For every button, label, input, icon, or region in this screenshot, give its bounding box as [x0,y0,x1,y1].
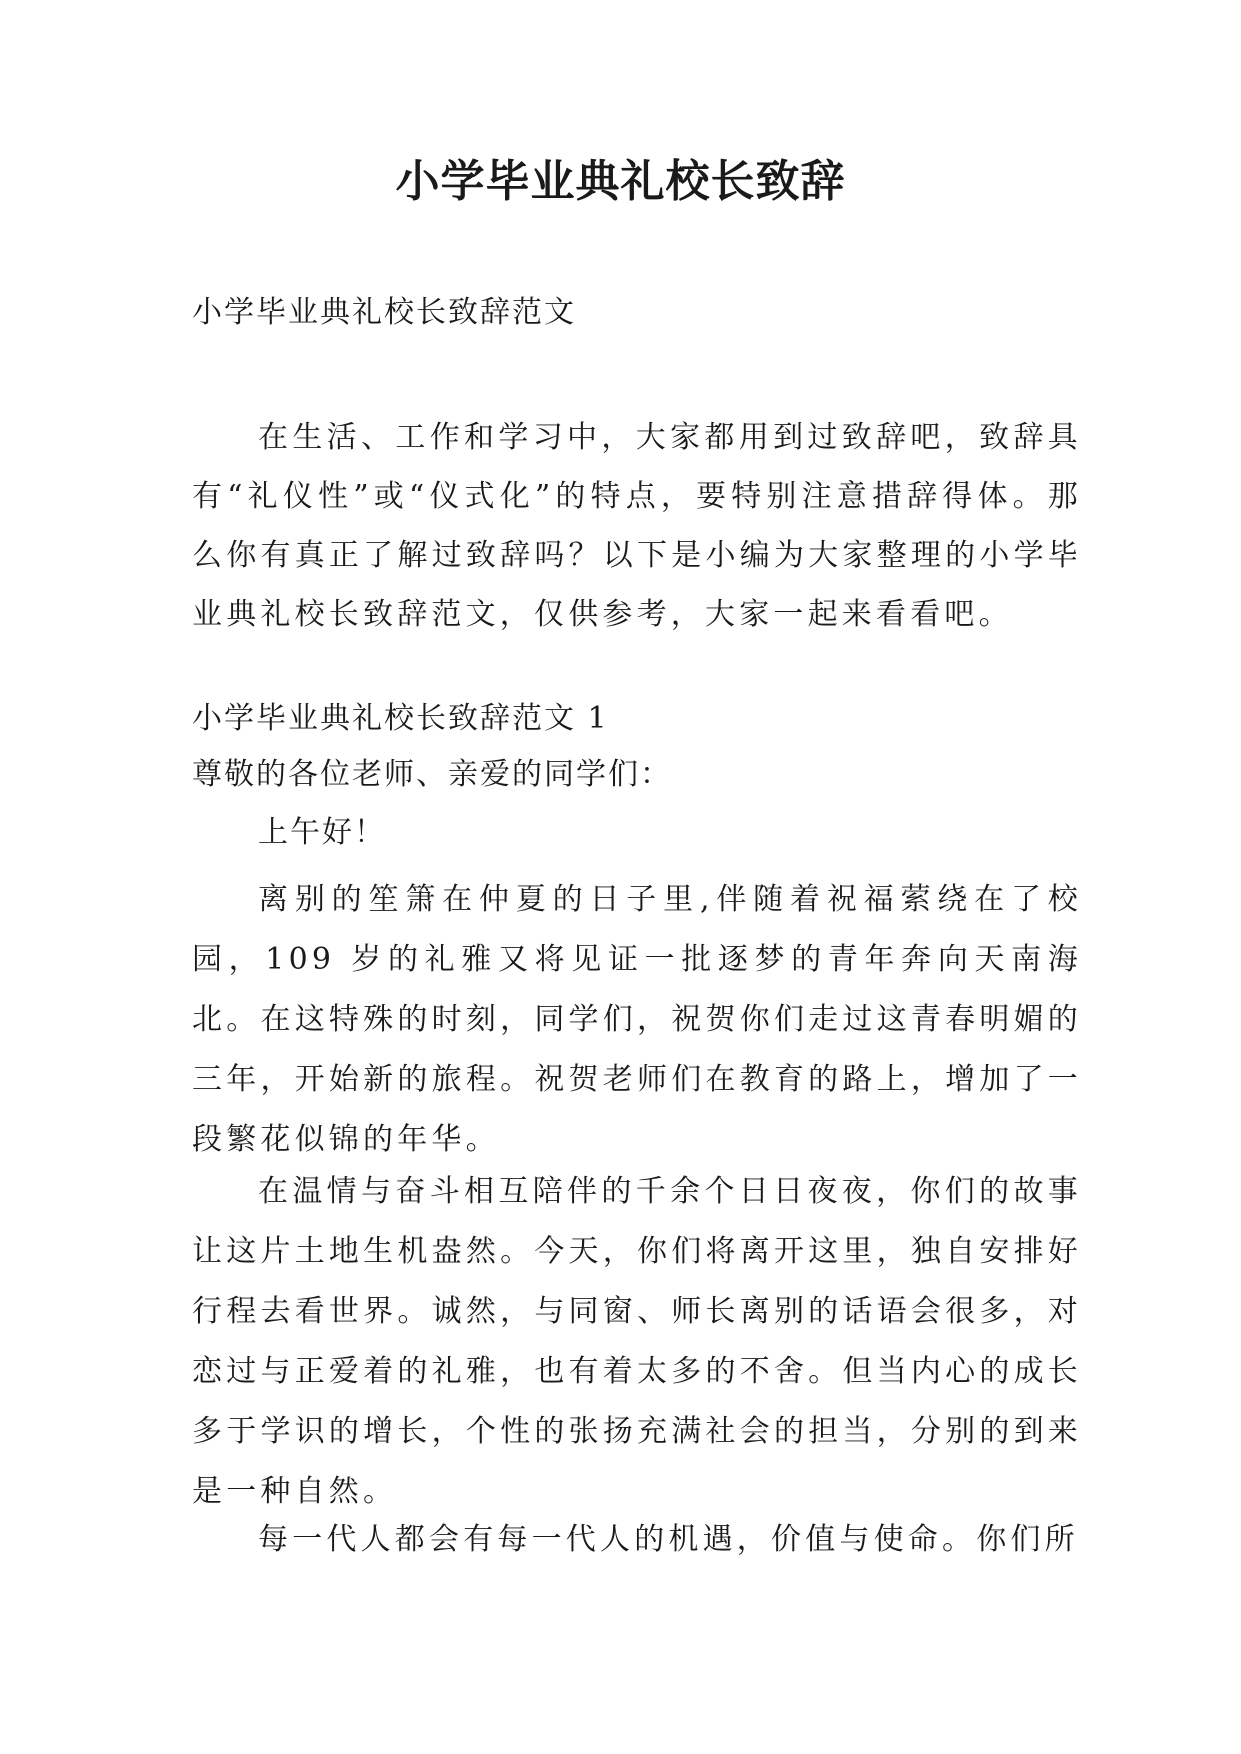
intro-paragraph: 在生活、工作和学习中，大家都用到过致辞吧，致辞具有“礼仪性”或“仪式化”的特点，要特别注意措辞得体。那么你有真正了解过致辞吗？以下是小编为大家整理的小学毕业典礼校长致辞范文，仅供参考，大家一起来看看吧。 [192,420,1082,632]
document-subtitle: 小学毕业典礼校长致辞范文 [192,295,576,330]
body-paragraph: 离别的笙箫在仲夏的日子里,伴随着祝福萦绕在了校园，109 岁的礼雅又将见证一批逐梦的青年奔向天南海北。在这特殊的时刻，同学们，祝贺你们走过这青春明媚的三年，开始新的旅程。祝贺老师们在教育的路上，增加了一段繁花似锦的年华。 [192,882,1082,1157]
greeting: 上午好！ [258,815,386,850]
salutation: 尊敬的各位老师、亲爱的同学们： [192,757,672,792]
section-heading: 小学毕业典礼校长致辞范文 1 [192,701,609,736]
body-paragraph: 在温情与奋斗相互陪伴的千余个日日夜夜，你们的故事让这片土地生机盎然。今天，你们将离开这里，独自安排好行程去看世界。诚然，与同窗、师长离别的话语会很多，对恋过与正爱着的礼雅，也有着太多的不舍。但当内心的成长多于学识的增长，个性的张扬充满社会的担当，分别的到来是一种自然。 [192,1174,1082,1509]
body-paragraph: 每一代人都会有每一代人的机遇，价值与使命。你们所 [258,1522,1079,1557]
document-title: 小学毕业典礼校长致辞 [395,156,846,207]
